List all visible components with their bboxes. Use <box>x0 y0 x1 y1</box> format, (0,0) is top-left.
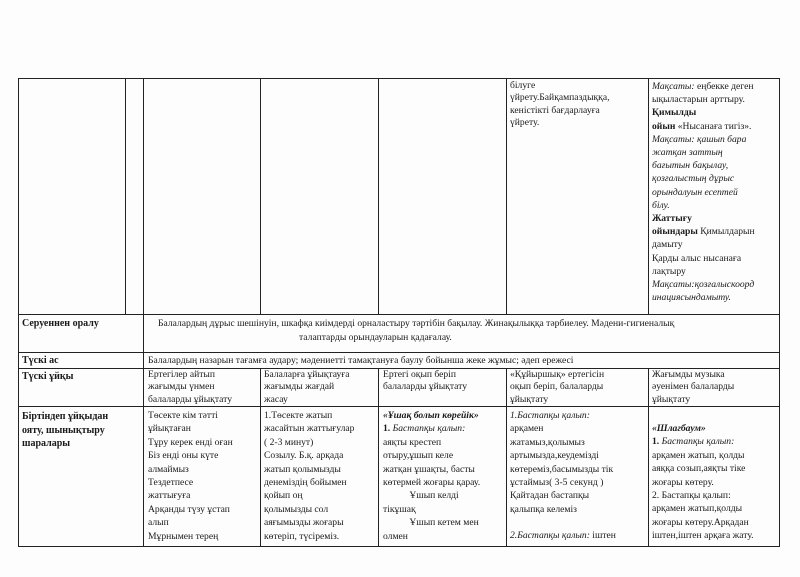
table-bottom-border <box>18 546 780 547</box>
col-line-c3 <box>378 368 379 547</box>
col-line-right <box>779 78 780 547</box>
col-line-c1 <box>143 368 144 547</box>
start-position-line: 1. Бастапқы қалып: <box>652 436 735 448</box>
wakeup-col5: «Шлагбаум» 1. Бастапқы қалып: арқамен жатып, қолды аяққа созып,аяқты тіке жоғары көтеру. 2. Бастапқы қалып: арқамен жатып,қолды жоғары көтеру.Арқадан іштен,іштен арқаға жату. <box>652 409 778 543</box>
col-line-c5 <box>648 368 649 547</box>
nap-col4: «Құйыршық» ертегісін оқып беріп, балаларды ұйықтату <box>510 369 605 405</box>
exercise-title: «Ұшақ болып көрейік» <box>383 410 479 421</box>
col-line-a2 <box>143 78 144 315</box>
lunch-text: Балалардың назарын тағамға аудару; мәдениетті тамақтануға баулу бойынша жеке жұмыс; әдеп ережесі <box>148 355 574 366</box>
col-line-a6 <box>648 78 649 315</box>
col-line-a4 <box>378 78 379 315</box>
col-line-a1 <box>125 78 126 315</box>
wakeup-col3: «Ұшақ болып көрейік» 1. Бастапқы қалып: аяқты крестеп отыру,ұшып келе жатқан ұшақты, басты көтермей жоғары қарау. Ұшып келді тікұшақ Ұшып кетем мен олмен <box>383 409 504 543</box>
start-position-line: 1. Бастапқы қалып: <box>383 423 466 435</box>
row-label-wakeup: Біртіндеп ұйқыдан ояту, шынықтыру шаралары <box>22 411 109 450</box>
wakeup-col1: Төсекте кім тәтті ұйықтаған Тұру керек енді оған Біз енді оны күте алмаймыз Тездетпесе жаттығуға Арқанды түзу ұстап алып Мұрнымен терең <box>148 410 233 542</box>
row-divider-2 <box>18 352 780 353</box>
row-label-nap: Түскі ұйқы <box>22 371 74 382</box>
row-divider-1 <box>18 314 780 315</box>
row-label-lunch: Түскі ас <box>22 355 59 366</box>
col-line-b1 <box>143 314 144 369</box>
nap-col3: Ертегі оқып беріп балаларды ұйықтату <box>383 369 468 393</box>
col-line-a5 <box>506 78 507 315</box>
row1-col5-cell: Мақсаты: еңбекке деген ықыластарын арттыру. Қимылды ойын «Нысанаға тигіз». Мақсаты: қашып бара жатқан заттың бағытын бақылау, қозғалыстың дұрыс орындалуын есептей білу. Жаттығу ойындары Қимылдарын дамыту Қарды алыс нысанаға лақтыру Мақсаты:қозғалыскоорд инациясындамыту. <box>652 80 778 304</box>
col-line-c2 <box>260 368 261 547</box>
nap-col1: Ертегілер айтып жағымды үнмен балаларды ұйықтату <box>148 369 233 405</box>
start-position-2: 2.Бастапқы қалып: іштен <box>510 530 616 542</box>
goal-line: Мақсаты: еңбекке деген <box>652 81 754 92</box>
col-line-left <box>18 78 19 547</box>
col-line-c4 <box>506 368 507 547</box>
nap-col2: Балаларға ұйықтауға жағымды жағдай жасау <box>264 369 350 405</box>
barrier-title: «Шлагбаум» <box>652 423 706 434</box>
return-from-walk-text: Балалардың дұрыс шешінуін, шкафқа киімдерді орналастыру тәртібін бақылау. Жинақылыққа тәрбиелеу. Мәдени-гигиеналық талаптарды орындауларын қадағалау. <box>158 318 675 343</box>
nap-col5: Жағымды музыка әуенімен балаларды ұйықтату <box>652 369 735 405</box>
row-label-return-from-walk: Серуеннен оралу <box>22 318 99 329</box>
col-line-a3 <box>260 78 261 315</box>
exercise-line: ойындары Қимылдарын <box>652 226 755 238</box>
game-line: ойын «Нысанаға тигіз». <box>652 120 752 132</box>
row1-col4-cell: білуге үйрету.Байқампаздыққа, кеністікті бағдарлауға үйрету. <box>510 80 610 129</box>
wakeup-col4: 1.Бастапқы қалып: арқамен жатамыз,қолымыз артымызда,кеудемізді көтереміз,басымызды тік ұстаймыз( 3-5 секунд ) Қайтадан бастапқы қалыпқа келеміз 2.Бастапқы қалып: іштен <box>510 409 646 543</box>
wakeup-col2: 1.Төсекте жатып жасайтын жаттығулар ( 2-3 минут) Созылу. Б.қ. арқада жатып қолымызды денеміздің бойымен қойып оң қолымызды сол аяғымызды жоғары көтеріп, түсіреміз. <box>264 410 355 542</box>
